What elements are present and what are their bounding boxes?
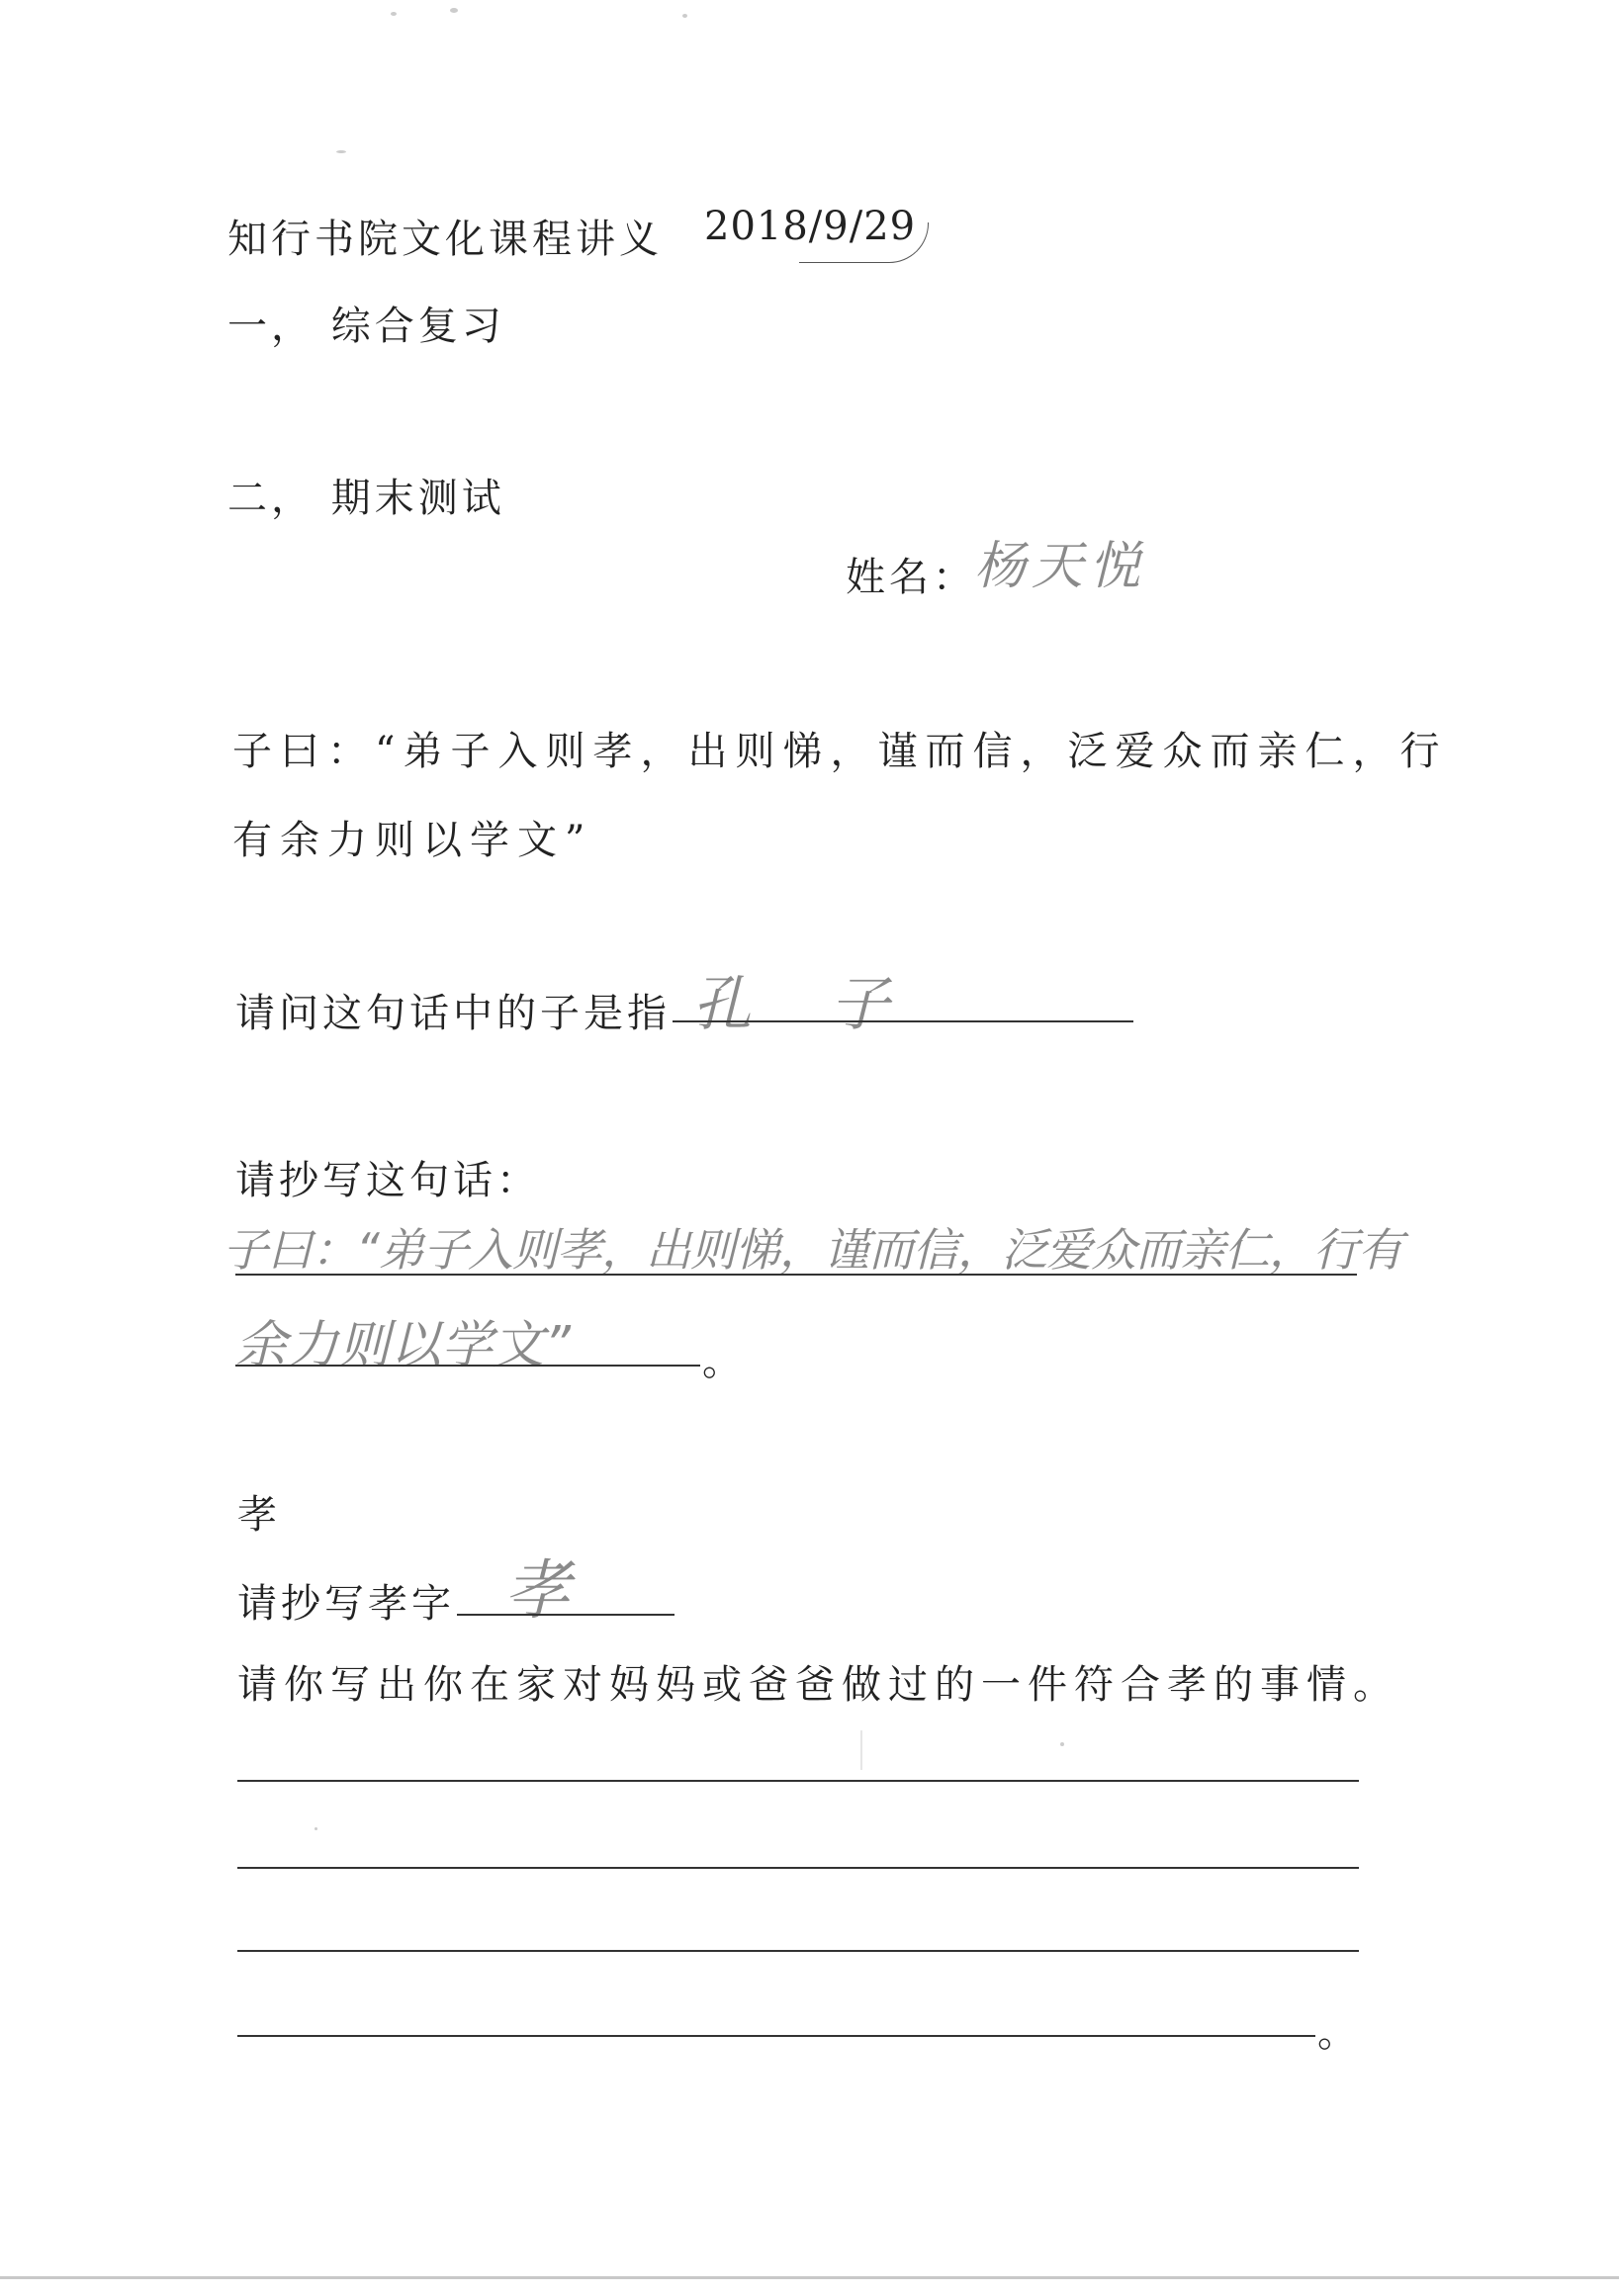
q2-answer-line-1-handwritten: 子曰：“弟子入则孝，出则悌，谨而信，泛爱众而亲仁，行有 [223,1223,1402,1277]
scan-speck [682,14,687,18]
scan-bottom-edge [0,2276,1619,2279]
q2-answer-line-2 [235,1365,700,1367]
q3-answer-line [457,1614,675,1616]
q1-answer-handwritten: 孔 子 [692,970,920,1039]
name-label: 姓名： [846,555,976,600]
q2-end-mark: 。 [702,1339,746,1384]
q3-heading-char: 孝 [237,1492,281,1538]
scan-speck [860,1730,862,1770]
section-exam-heading: 二， 期末测试 [227,476,505,521]
scan-speck [1060,1742,1064,1746]
q1-prompt: 请问这句话中的子是指 [235,991,671,1036]
q2-answer-line-2-handwritten: 余力则以学文” [235,1316,571,1375]
scan-speck [315,1827,317,1830]
q1-answer-line [673,1020,1133,1022]
handout-date: 2018/9/29 [704,204,917,249]
quote-line-1: 子曰：“弟子入则孝，出则悌，谨而信，泛爱众而亲仁，行 [232,729,1448,774]
q3-prompt: 请抄写孝字 [237,1581,455,1627]
scan-speck [336,150,346,153]
q2-answer-line-1 [235,1274,1357,1276]
section-review-heading: 一， 综合复习 [227,304,505,349]
name-handwritten: 杨天悦 [974,537,1147,596]
q4-answer-line [237,2035,1315,2037]
q4-answer-line [237,1780,1359,1782]
q2-prompt: 请抄写这句话： [235,1158,540,1203]
q4-prompt: 请你写出你在家对妈妈或爸爸做过的一件符合孝的事情。 [237,1662,1399,1708]
q3-answer-handwritten: 孝 [504,1552,570,1629]
scan-speck [391,12,397,16]
quote-line-2: 有余力则以学文” [232,818,593,863]
handout-title: 知行书院文化课程讲义 [227,217,663,262]
date-underline-mark [799,222,929,263]
q4-answer-line [237,1950,1359,1952]
scan-speck [450,8,458,13]
q4-answer-line [237,1867,1359,1869]
q4-end-mark: 。 [1317,2010,1361,2056]
